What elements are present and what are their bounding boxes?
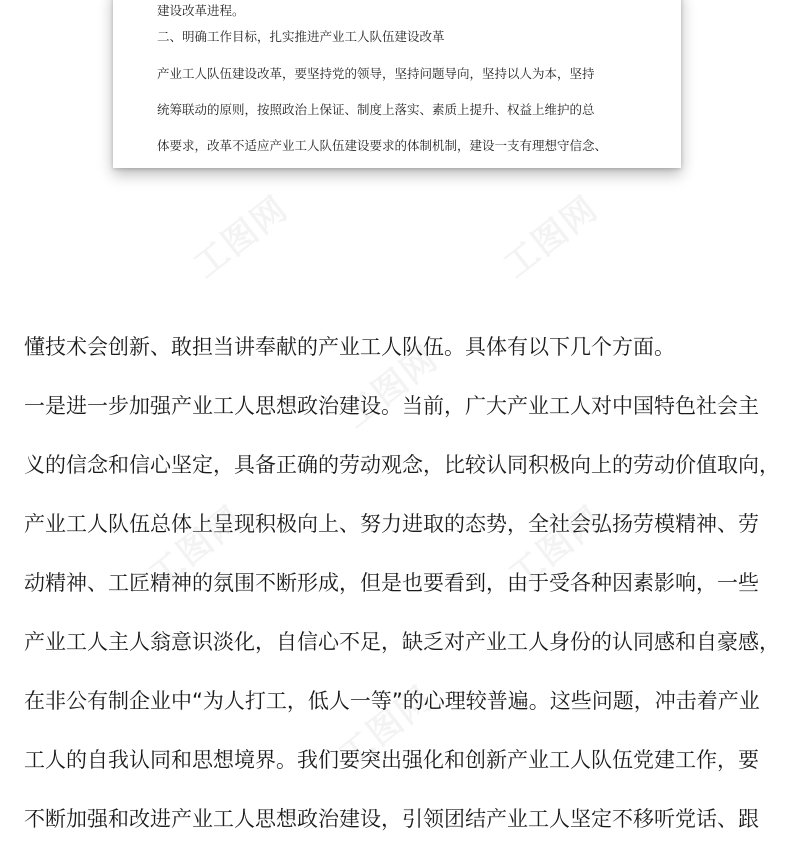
article-line: 不断加强和改进产业工人思想政治建设，引领团结产业工人坚定不移听党话、跟 [24,807,759,831]
article-line: 一是进一步加强产业工人思想政治建设。当前，广大产业工人对中国特色社会主 [24,394,759,418]
article-line: 产业工人主人翁意识淡化，自信心不足，缺乏对产业工人身份的认同感和自豪感， [24,630,780,654]
preview-heading: 二、明确工作目标，扎实推进产业工人队伍建设改革 [157,29,445,44]
watermark: 工图网 [496,188,607,287]
article-line: 工人的自我认同和思想境界。我们要突出强化和创新产业工人队伍党建工作，要 [24,748,759,772]
preview-line: 产业工人队伍建设改革，要坚持党的领导，坚持问题导向，坚持以人为本，坚持 [157,66,595,81]
article-line: 动精神、工匠精神的氛围不断形成，但是也要看到，由于受各种因素影响，一些 [24,571,759,595]
article-line: 义的信念和信心坚定，具备正确的劳动观念，比较认同积极向上的劳动价值取向， [24,453,780,477]
preview-line: 统筹联动的原则，按照政治上保证、制度上落实、素质上提升、权益上维护的总 [157,102,595,117]
watermark: 工图网 [186,188,297,287]
document-preview-card [113,0,681,168]
article-line: 在非公有制企业中“为人打工，低人一等”的心理较普遍。这些问题，冲击着产业 [24,689,760,713]
watermark: 工图网 [331,678,442,777]
preview-line: 建设改革进程。 [157,3,245,18]
article-body [24,318,784,849]
watermark: 工图网 [141,498,252,597]
article-line: 产业工人队伍总体上呈现积极向上、努力进取的态势，全社会弘扬劳模精神、劳 [24,512,759,536]
watermark: 工图网 [336,338,447,437]
preview-line: 体要求，改革不适应产业工人队伍建设要求的体制机制，建设一支有理想守信念、 [157,138,608,153]
article-line: 懂技术会创新、敢担当讲奉献的产业工人队伍。具体有以下几个方面。 [24,335,675,359]
watermark: 工图网 [501,498,612,597]
